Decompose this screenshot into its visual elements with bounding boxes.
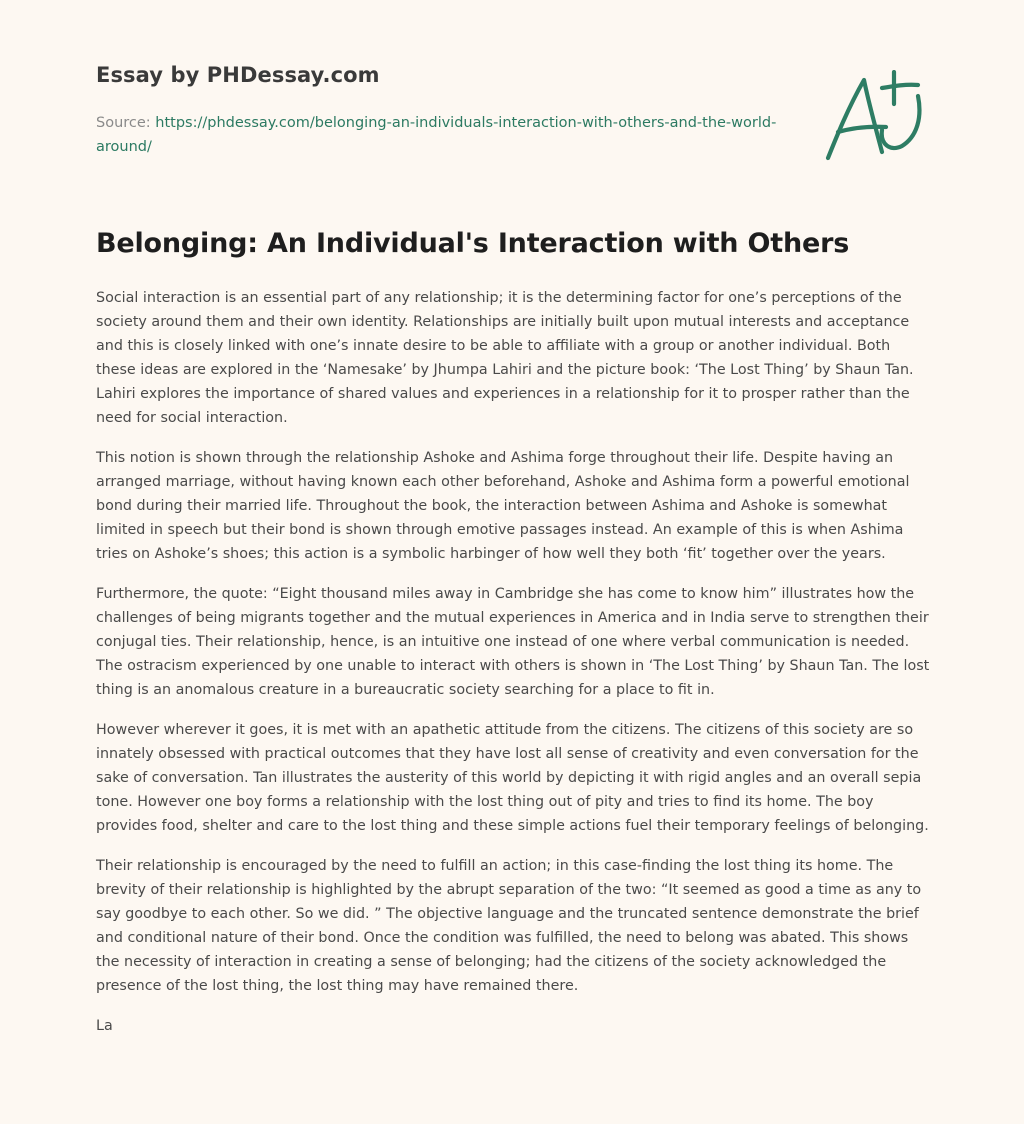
source-line: [96, 111, 786, 159]
essay-paragraph: Social interaction is an essential part of any relationship; it is the determining factor for one’s perceptions of the society around them and their own identity. Relationships are initially built upon mutual interests and acceptance and this is closely linked with one’s innate desire to be able to affiliate with a group or another individual. Both these ideas are explored in the ‘Namesake’ by Jhumpa Lahiri and the picture book: ‘The Lost Thing’ by Shaun Tan. Lahiri explores the importance of shared values and experiences in a relationship for it to prosper rather than the need for social interaction.: [96, 290, 914, 426]
essay-paragraph: However wherever it goes, it is met with an apathetic attitude from the citizens. The citizens of this society are so innately obsessed with practical outcomes that they have lost all sense of creativity and even conversation for the sake of conversation. Tan illustrates the austerity of this world by depicting it with rigid angles and an overall sepia tone. However one boy forms a relationship with the lost thing out of pity and tries to find its home. The boy provides food, shelter and care to the lost thing and these simple actions fuel their temporary feelings of belonging.: [96, 722, 929, 834]
source-link[interactable]: https://phdessay.com/belonging-an-individuals-interaction-with-others-and-the-world-around/: [96, 115, 777, 155]
essay-paragraph: Furthermore, the quote: “Eight thousand miles away in Cambridge she has come to know him” illustrates how the challenges of being migrants together and the mutual experiences in America and in India serve to strengthen their conjugal ties. Their relationship, hence, is an intuitive one instead of one where verbal communication is needed. The ostracism experienced by one unable to interact with others is shown in ‘The Lost Thing’ by Shaun Tan. The lost thing is an anomalous creature in a bureaucratic society searching for a place to fit in.: [96, 586, 930, 698]
essay-paragraph: This notion is shown through the relationship Ashoke and Ashima forge throughout their life. Despite having an arranged marriage, without having known each other beforehand, Ashoke and Ashima form a powerful emotional bond during their married life. Throughout the book, the interaction between Ashima and Ashoke is somewhat limited in speech but their bond is shown through emotive passages instead. An example of this is when Ashima tries on Ashoke’s shoes; this action is a symbolic harbinger of how well they both ‘fit’ together over the years.: [96, 450, 910, 562]
page: [96, 0, 930, 1034]
essay-body: [96, 286, 930, 1054]
essay-paragraph: Their relationship is encouraged by the need to fulfill an action; in this case-finding the lost thing its home. The brevity of their relationship is highlighted by the abrupt separation of the two: “It seemed as good a time as any to say goodbye to each other. So we did. ” The objective language and the truncated sentence demonstrate the brief and conditional nature of their bond. Once the condition was fulfilled, the need to belong was abated. This shows the necessity of interaction in creating a sense of belonging; had the citizens of the society acknowledged the presence of the lost thing, the lost thing may have remained there.: [96, 858, 922, 994]
site-header: [96, 0, 930, 200]
source-label: Source:: [96, 115, 151, 131]
a-plus-logo-icon: [824, 70, 924, 164]
essay-title: Belonging: An Individual's Interaction with Others: [96, 228, 850, 259]
essay-paragraph-truncated: La: [96, 1018, 113, 1034]
site-name: Essay by PHDessay.com: [96, 63, 380, 87]
